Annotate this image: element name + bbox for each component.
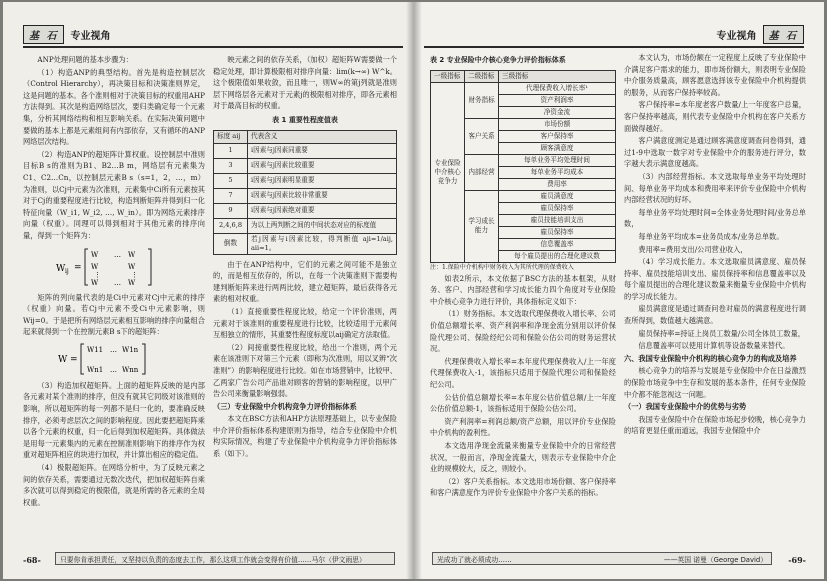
level3-cell: 资产利润率 [499, 94, 616, 106]
svg-text:Wn1: Wn1 [87, 365, 104, 374]
svg-text:⋮: ⋮ [131, 270, 138, 279]
header-rule [23, 46, 403, 48]
paragraph: 信息覆盖率可以使用计算机等设备数量来替代。 [638, 341, 790, 351]
svg-text:…: … [110, 345, 117, 354]
table-row [431, 82, 616, 94]
paragraph: （2）客户关系指标。本文选用市场份额、客户保持率和客户满意度作为评价专业保险中介客户关系的指标。 [430, 476, 616, 498]
paragraph: 如表2所示，本文依据了BSC方法的基本框架，从财务、客户、内部经营和学习成长能力四个角度对专业保险中介核心竞争力进行评价，具体指标定义如下： [430, 273, 616, 306]
table-row [214, 203, 397, 218]
table-row [214, 233, 397, 254]
table-cell: i因素与j因素明显重要 [248, 173, 397, 188]
paragraph: （3）构造加权超矩阵。上面的超矩阵反映的是内部各元素对某个准则的排序，但没有就其它同级对该准则的影响，所以超矩阵的每一列都不是归一化的，要准确反映排序，必须考虑层次之间的影响程度。因此要把超矩阵乘以各个元素的权重，归一化后得到加权超矩阵。具体做法是用每一元素集内的元素在控制准则影响下的排序作为权重对超矩阵相应的块进行加权，并计算出相应的稳定值。 [23, 380, 205, 460]
section-title: 专业视角 [70, 30, 111, 42]
matrix-formula-wij [23, 245, 205, 289]
section-title: 专业视角 [716, 30, 757, 42]
svg-text:W: W [58, 354, 68, 365]
paragraph: 本文认为，市场份额在一定程度上反映了专业保险中介满足客户需求的能力，即市场份额大，则表明专业保险中介服务质量高，顾客愿意选择该专业保险中介机构提供的服务，从而客户保持率较高。 [624, 53, 806, 97]
paragraph: （1）直接重要性程度比较，给定一个评价准则，两元素对于该准则的重要程度进行比较，比较适用于元素间互相独立的情形，其重要性程度标度以aij确定方法取值。 [213, 306, 397, 340]
paragraph: 雇员满意度是通过调查问卷对雇员的满意程度进行调查所得到，数值越大越满意。 [624, 304, 806, 326]
paragraph: 代理保费收入增长率=本年度代理保费收入/上一年度代理保费收入-1，该指标只适用于保险代理公司和保险经纪公司。 [430, 356, 616, 389]
footer-quote [432, 552, 772, 565]
paragraph: 本文在BSC方法和AHP方法原理基础上，以专业保险中介评价指标体系构建原则为指导，结合专业保险中介机构实际情况，构建了专业保险中介机构竞争力评价指标体系（如下）。 [213, 414, 397, 459]
paragraph: 客户满意度测定是通过顾客满意度调查问卷得到，通过1-9中选取一数字对专业保险中介的服务进行评分，数字越大表示满意度越高。 [624, 136, 806, 169]
paragraph: ANP处理问题的基本步骤为： [37, 55, 133, 64]
paragraph: （4）极限超矩阵。在网络分析中，为了反映元素之间的依存关系，需要通过无数次迭代，把加权超矩阵自乘多次就可以得到稳定的极限值，就是所需的各元素的全局权重。 [23, 463, 205, 507]
table-row [214, 158, 397, 173]
svg-text:W: W [128, 262, 136, 271]
table-header-row [431, 70, 616, 82]
right-column-2 [624, 52, 806, 438]
svg-text:=: = [74, 262, 82, 273]
table-row [214, 173, 397, 188]
paragraph: 我国专业保险中介在保险市场起步较晚，核心竞争力的培育更显任重而道远，我国专业保险中介 [624, 414, 806, 436]
right-column-1 [430, 52, 616, 500]
level3-cell: 顾客满意度 [499, 142, 616, 154]
importance-scale-table [213, 130, 397, 255]
level3-cell: 每单业务平均处理时间 [499, 154, 616, 166]
svg-text:=: = [70, 354, 78, 365]
table-cell: 为以上两判断之间的中间状态对应的标度值 [248, 218, 397, 233]
svg-text:⋮: ⋮ [94, 270, 101, 279]
left-page [3, 2, 414, 579]
table-cell: 倒数 [214, 233, 248, 254]
paragraph: 矩阵的列向量代表的是Ci中元素对Cj中元素的排序（权重）向量。若Cj中元素不受Ci中元素影响，则Wij=0。于是把所有网络层元素相互影响的排序向量组合起来就得到一个在控制元素B s下的超矩阵： [23, 292, 205, 337]
paragraph: 由于在ANP结构中，它们的元素之间可能不是独立的，而是相互依存的，所以，在每一个决策准则下需要构建判断矩阵来进行两两比较，建立超矩阵，最后获得各元素的相对权重。 [213, 259, 397, 304]
table-cell: i因素与j因素同重要 [248, 143, 397, 158]
right-page [414, 2, 824, 579]
level3-cell: 雇员满意度 [499, 190, 616, 202]
level3-cell: 客户保持率 [499, 130, 616, 142]
level2-cell: 内部经营 [465, 154, 499, 190]
paragraph: （1）财务指标。本文选取代理保费收入增长率、公司价值总额增长率、资产利润率和净现金流分别用以评价保险代理公司、保险经纪公司和保险公估公司的财务运营状况。 [430, 309, 616, 354]
level3-cell: 净资金流 [499, 106, 616, 118]
section-box: 基 石 [763, 25, 804, 44]
level3-cell: 代理保费收入增长率¹ [499, 82, 616, 94]
svg-text:…: … [110, 365, 117, 374]
level2-cell: 客户关系 [465, 118, 499, 154]
table-cell: 5 [214, 173, 248, 188]
svg-text:W: W [91, 278, 99, 287]
left-header [23, 24, 110, 44]
paragraph: 每单业务平均处理时间=全体业务处理时间/业务总单数， [624, 207, 806, 229]
section-heading: 六、我国专业保险中介机构的核心竞争力的构成及培养 [624, 353, 797, 363]
binding-gutter [406, 2, 422, 579]
footer-quote-text: 只要你肯承担责任，又坚持以负责的态度去工作，那么这项工作就会变得有价值……马尔（伊文雨思） [60, 555, 366, 564]
paragraph: 雇员保持率=持证上岗员工数量/公司全体员工数量， [638, 328, 805, 338]
header-rule [424, 46, 804, 48]
table-cell: 若j因素与i因素比较，得判断值 aji=1/aij, aii=1。 [248, 233, 397, 254]
footer-quote [55, 552, 395, 565]
footer-quote-text: 光成功了就必须成功…… [437, 555, 512, 564]
paragraph: （1）构造ANP的典型结构。首先是构造控制层次（Control Hierarchy），再决策目标和决策准则界定，这是问题的基本。各个准则相对于决策目标的权重用AHP方法得到。其次是构造网络层次，要归类确定每一个元素集，分析其网络结构和相互影响关系。在实际决策问题中要做的基本上都是元素组间有内部依存，又有循环的ANP网络层次结构。 [23, 67, 205, 147]
table-header: 二级指标 [465, 70, 499, 82]
svg-text:W: W [128, 250, 136, 259]
svg-text:…: … [114, 278, 121, 287]
table-cell: 9 [214, 203, 248, 218]
table-header: 一级指标 [431, 70, 465, 82]
svg-text:W: W [56, 263, 66, 274]
svg-text:W: W [91, 262, 99, 271]
paragraph: （2）间接重要性程度比较，给出一个准则，两个元素在该准则下对第三个元素（即称为次准则，用以叉辨“次准则”）的影响程度进行比较。如在市场营销中，比较甲、乙两家广告公司产品谁对顾客的营销的影响程度，以甲广告公司来衡量影响强弱。 [213, 342, 397, 399]
table-cell: i因素与j因素比较非常重要 [248, 188, 397, 203]
table-cell: 1 [214, 143, 248, 158]
svg-text:W1n: W1n [122, 345, 139, 354]
table-row [214, 143, 397, 158]
paragraph: 核心竞争力的培养与发展是专业保险中介在日益激烈的保险市场竞争中生存和发展的基本条件，任何专业保险中介都不能忽视这一问题。 [624, 366, 806, 399]
table-header: 代表含义 [248, 130, 397, 143]
table-header-row [214, 130, 397, 143]
svg-text:ij: ij [65, 267, 69, 275]
paragraph: 映元素之间的依存关系，（加权）超矩阵W需要做一个稳定处理，即计算极限相对排序向量：lim(k→∞) W^k。这个极限值如果收敛，而且唯一，则W∞的第j列就是准则层下网络层各元素对于元素j的极限相对排序，即各元素相对于最高目标的权重。 [213, 55, 397, 111]
svg-text:Wnn: Wnn [122, 365, 139, 374]
footer-quote-author: ——英国 诺曼（George David） [663, 555, 767, 564]
svg-text:W: W [128, 278, 136, 287]
subsection-heading: （一）我国专业保险中介的优势与劣势 [624, 402, 747, 412]
page-number: -68- [23, 555, 41, 565]
table-cell: 7 [214, 188, 248, 203]
matrix-formula-w [23, 341, 205, 377]
table-header: 三级指标 [499, 70, 616, 82]
paragraph: 本文选用净现金流量来衡量专业保险中介的日常经营状况，一般而言，净现金流量大，则表示专业保险中介企业的规模较大，反之，则较小。 [430, 440, 616, 474]
level3-cell: 雇员保持率 [499, 202, 616, 214]
table-cell: 3 [214, 158, 248, 173]
svg-text:…: … [114, 250, 121, 259]
table-header: 标度 aij [214, 130, 248, 143]
table-note: 注：1.保险中介机构中财务收入为其所代理的保费收入 [430, 263, 574, 271]
magazine-spread [3, 2, 824, 579]
table-row [214, 188, 397, 203]
left-column-2 [213, 54, 397, 461]
indicator-system-table [430, 70, 616, 263]
table-cell: i因素与j因素绝对重要 [248, 203, 397, 218]
section-box: 基 石 [23, 25, 64, 44]
level3-cell: 市场份额 [499, 118, 616, 130]
page-number: -69- [788, 555, 806, 565]
table-1-caption: 表 1 重要性程度值表 [272, 115, 338, 124]
paragraph: 客户保持率=本年度老客户数量/上一年度客户总量，客户保持率越高，则代表专业保险中介机构在客户关系方面做得越好。 [624, 100, 806, 133]
table-cell: 2,4,6,8 [214, 218, 248, 233]
level3-cell: 雇员技能培训支出 [499, 214, 616, 226]
table-2-caption: 表 2 专业保险中介核心竞争力评价指标体系 [430, 56, 566, 64]
table-cell: i因素与j因素比较重要 [248, 158, 397, 173]
level2-cell: 学习成长能力 [465, 190, 499, 262]
paragraph: 费用率=费用支出/公司营业收入， [638, 244, 748, 254]
right-header [717, 24, 804, 44]
level3-cell: 费用率 [499, 178, 616, 190]
level3-cell: 每单业务平均成本 [499, 166, 616, 178]
level3-cell: 雇员保持率 [499, 226, 616, 238]
level2-cell: 财务指标 [465, 82, 499, 118]
paragraph: 公估价值总额增长率=本年度公估价值总额/上一年度公估价值总额-1，该指标适用于保险公估公司。 [430, 392, 616, 414]
paragraph: 每单业务平均成本=业务员成本/业务总单数。 [638, 231, 784, 241]
paragraph: （3）内部经营指标。本文选取每单业务平均处理时间、每单业务平均成本和费用率来评价专业保险中介机构内部经营状况的好坏。 [624, 171, 806, 205]
svg-text:W: W [91, 250, 99, 259]
paragraph: （2）构造ANP的超矩阵计算权重。设控制层中准则目标B s的准则为B1、B2…B m，网络层有元素集为C1、C2…Cn，以控制层元素B s（s=1，2，…，m）为准则，以Cj中元素为次准则，元素集中Ci所有元素按其对于Cj的重要程度进行比较，构造判断矩阵并得到归一化特征向量（W_i1, W_i2, …, W_in）。即为网络元素排序向量（权重）。同理可以得到相对于其他元素的排序向量，得到一个矩阵为： [23, 149, 205, 240]
left-column-1 [23, 54, 205, 509]
paragraph: 资产利润率=利润总额/资产总额，用以评价专业保险中介机构的盈利性。 [430, 416, 616, 438]
level3-cell: 信息覆盖率 [499, 238, 616, 250]
svg-text:W11: W11 [87, 345, 104, 354]
section-heading: （三）专业保险中介机构竞争力评价指标体系 [213, 401, 357, 411]
paragraph: （4）学习成长能力。本文选取雇员满意度、雇员保持率、雇员技能培训支出、雇员保持率和信息覆盖率以及每个雇员提出的合理化建议数量来衡量专业保险中介机构的学习成长能力。 [624, 257, 806, 301]
table-row [214, 218, 397, 233]
level1-cell: 专业保险中介核心竞争力 [431, 82, 465, 262]
level3-cell: 每个雇员提出的合理化建议数 [499, 250, 616, 262]
